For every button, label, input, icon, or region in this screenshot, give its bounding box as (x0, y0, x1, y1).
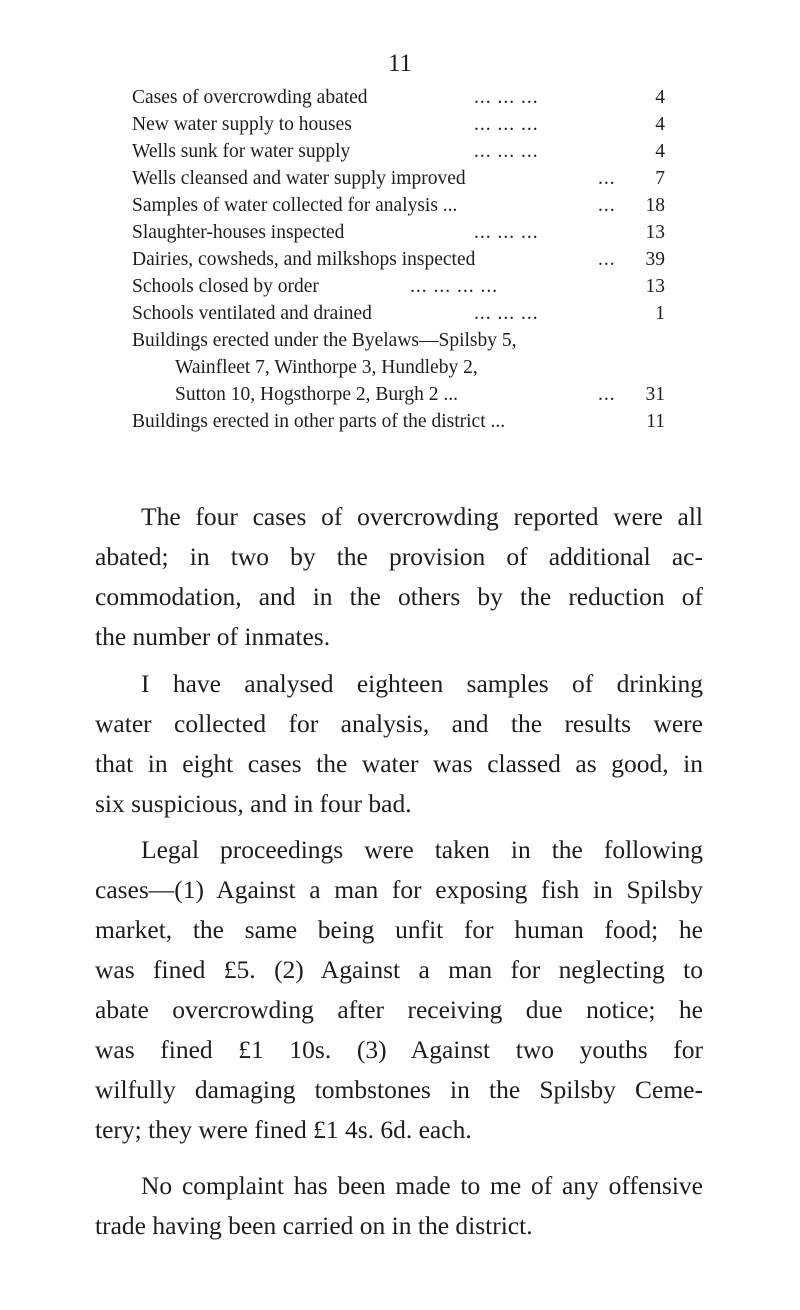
paragraph-legal-proceedings (95, 830, 703, 1150)
table-row (132, 327, 665, 354)
table-row (132, 219, 665, 246)
leader-dots: ... ... ... (474, 114, 539, 135)
row-label: Samples of water collected for analysis ... (132, 195, 458, 216)
row-label: Wells sunk for water supply (132, 141, 351, 162)
row-value: 4 (655, 141, 665, 162)
row-label: Buildings erected under the Byelaws—Spilsby 5, (132, 330, 517, 351)
row-value: 4 (655, 87, 665, 108)
leader-dots: ... (598, 249, 616, 270)
paragraph-overcrowding (95, 497, 703, 657)
paragraph-water-samples (95, 664, 703, 824)
table-row (132, 111, 665, 138)
table-row (132, 192, 665, 219)
page-number: 11 (387, 50, 413, 77)
text-line: I have analysed eighteen samples of drinking (141, 669, 703, 698)
leader-dots: ... (598, 168, 616, 189)
text-line: water collected for analysis, and the results were (95, 709, 703, 738)
row-value: 11 (646, 411, 665, 432)
row-value: 18 (645, 195, 665, 216)
leader-dots: ... ... ... (474, 303, 539, 324)
row-value: 31 (645, 384, 665, 405)
table-row (132, 354, 665, 381)
table-row (132, 273, 665, 300)
text-line: Legal proceedings were taken in the following (141, 835, 703, 864)
table-row (132, 84, 665, 111)
text-line: The four cases of overcrowding reported were all (141, 502, 703, 531)
text-line: that in eight cases the water was classed as good, in (95, 749, 703, 778)
text-line: tery; they were fined £1 4s. 6d. each. (95, 1115, 472, 1144)
leader-dots: ... ... ... (474, 141, 539, 162)
row-label: New water supply to houses (132, 114, 352, 135)
text-line: six suspicious, and in four bad. (95, 789, 412, 818)
row-label: Wainfleet 7, Winthorpe 3, Hundleby 2, (175, 357, 478, 378)
row-label: Slaughter-houses inspected (132, 222, 345, 243)
row-label: Schools ventilated and drained (132, 303, 372, 324)
text-line: cases—(1) Against a man for exposing fish in Spilsby (95, 875, 703, 904)
table-row (132, 138, 665, 165)
leader-dots: ... ... ... ... (410, 276, 499, 297)
text-line: wilfully damaging tombstones in the Spilsby Ceme- (95, 1075, 703, 1104)
text-line: abate overcrowding after receiving due notice; he (95, 995, 703, 1024)
table-row (132, 246, 665, 273)
text-line: trade having been carried on in the district. (95, 1211, 533, 1240)
row-label: Dairies, cowsheds, and milkshops inspected (132, 249, 476, 270)
paragraph-offensive-trade (95, 1166, 703, 1246)
row-value: 7 (655, 168, 665, 189)
leader-dots: ... (598, 195, 616, 216)
row-value: 13 (645, 222, 665, 243)
text-line: No complaint has been made to me of any offensive (141, 1171, 703, 1200)
table-row (132, 300, 665, 327)
text-line: the number of inmates. (95, 622, 331, 651)
table-row (132, 165, 665, 192)
text-line: abated; in two by the provision of additional ac- (95, 542, 703, 571)
row-label: Schools closed by order (132, 276, 319, 297)
text-line: market, the same being unfit for human food; he (95, 915, 703, 944)
text-line: was fined £1 10s. (3) Against two youths for (95, 1035, 703, 1064)
row-value: 4 (655, 114, 665, 135)
row-label: Sutton 10, Hogsthorpe 2, Burgh 2 ... (175, 384, 458, 405)
leader-dots: ... (598, 384, 616, 405)
row-label: Buildings erected in other parts of the district ... (132, 411, 506, 432)
table-row (132, 408, 665, 435)
row-label: Cases of overcrowding abated (132, 87, 368, 108)
row-label: Wells cleansed and water supply improved (132, 168, 466, 189)
leader-dots: ... ... ... (474, 87, 539, 108)
row-value: 13 (645, 276, 665, 297)
text-line: commodation, and in the others by the reduction of (95, 582, 703, 611)
statistics-table (132, 84, 665, 435)
row-value: 39 (645, 249, 665, 270)
row-value: 1 (655, 303, 665, 324)
leader-dots: ... ... ... (474, 222, 539, 243)
text-line: was fined £5. (2) Against a man for neglecting to (95, 955, 703, 984)
table-row (132, 381, 665, 408)
